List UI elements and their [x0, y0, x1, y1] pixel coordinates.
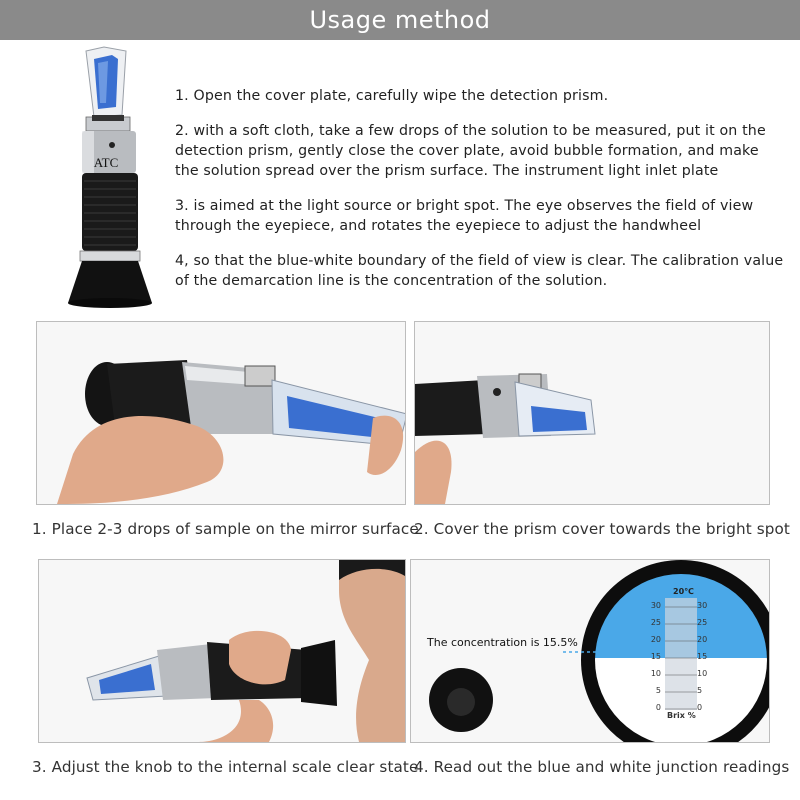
instruction-steps — [175, 86, 785, 306]
scale-tick-left: 15 — [650, 652, 661, 661]
step-4: 4, so that the blue-white boundary of the field of view is clear. The calibration value of the demarcation line is the concentration of the solution. — [175, 253, 784, 289]
scale-tick-right: 30 — [697, 601, 708, 610]
scale-tick-left: 20 — [650, 635, 661, 644]
scale-tick-left: 5 — [655, 686, 661, 695]
photo-adjust-knob — [38, 559, 406, 743]
photo-cover-prism — [414, 321, 770, 505]
caption-4: 4. Read out the blue and white junction readings — [414, 758, 790, 776]
step-2: 2. with a soft cloth, take a few drops of the solution to be measured, put it on the detection prism, gently close the cover plate, avoid bubble formation, and make the solution spread over the prism surface. The instrument light inlet plate — [175, 123, 766, 179]
refractometer-illustration — [60, 45, 160, 310]
scale-tick-left: 0 — [655, 703, 661, 712]
scale-tick-right: 5 — [697, 686, 703, 695]
temperature-label: 20℃ — [673, 587, 694, 596]
caption-1: 1. Place 2-3 drops of sample on the mirror surface — [32, 520, 419, 538]
scale-tick-left: 10 — [650, 669, 661, 678]
photo-read-scale — [410, 559, 770, 743]
page-header — [0, 0, 800, 40]
header-title: Usage method — [309, 6, 491, 34]
concentration-annotation: The concentration is 15.5% — [427, 636, 578, 649]
brix-unit-label: Brix % — [667, 711, 696, 720]
step-3: 3. is aimed at the light source or bright spot. The eye observes the field of view through the eyepiece, and rotates the eyepiece to adjust the handwheel — [175, 198, 754, 234]
step-1: 1. Open the cover plate, carefully wipe the detection prism. — [175, 88, 609, 104]
scale-tick-left: 25 — [650, 618, 661, 627]
scale-tick-right: 15 — [697, 652, 708, 661]
scale-tick-left: 30 — [650, 601, 661, 610]
scale-tick-right: 20 — [697, 635, 708, 644]
scale-tick-right: 10 — [697, 669, 708, 678]
caption-3: 3. Adjust the knob to the internal scale clear state — [32, 758, 419, 776]
atc-label: ATC — [93, 155, 119, 170]
photo-place-sample — [36, 321, 406, 505]
caption-2: 2. Cover the prism cover towards the bright spot — [414, 520, 790, 538]
scale-tick-right: 25 — [697, 618, 708, 627]
scale-tick-right: 0 — [697, 703, 703, 712]
